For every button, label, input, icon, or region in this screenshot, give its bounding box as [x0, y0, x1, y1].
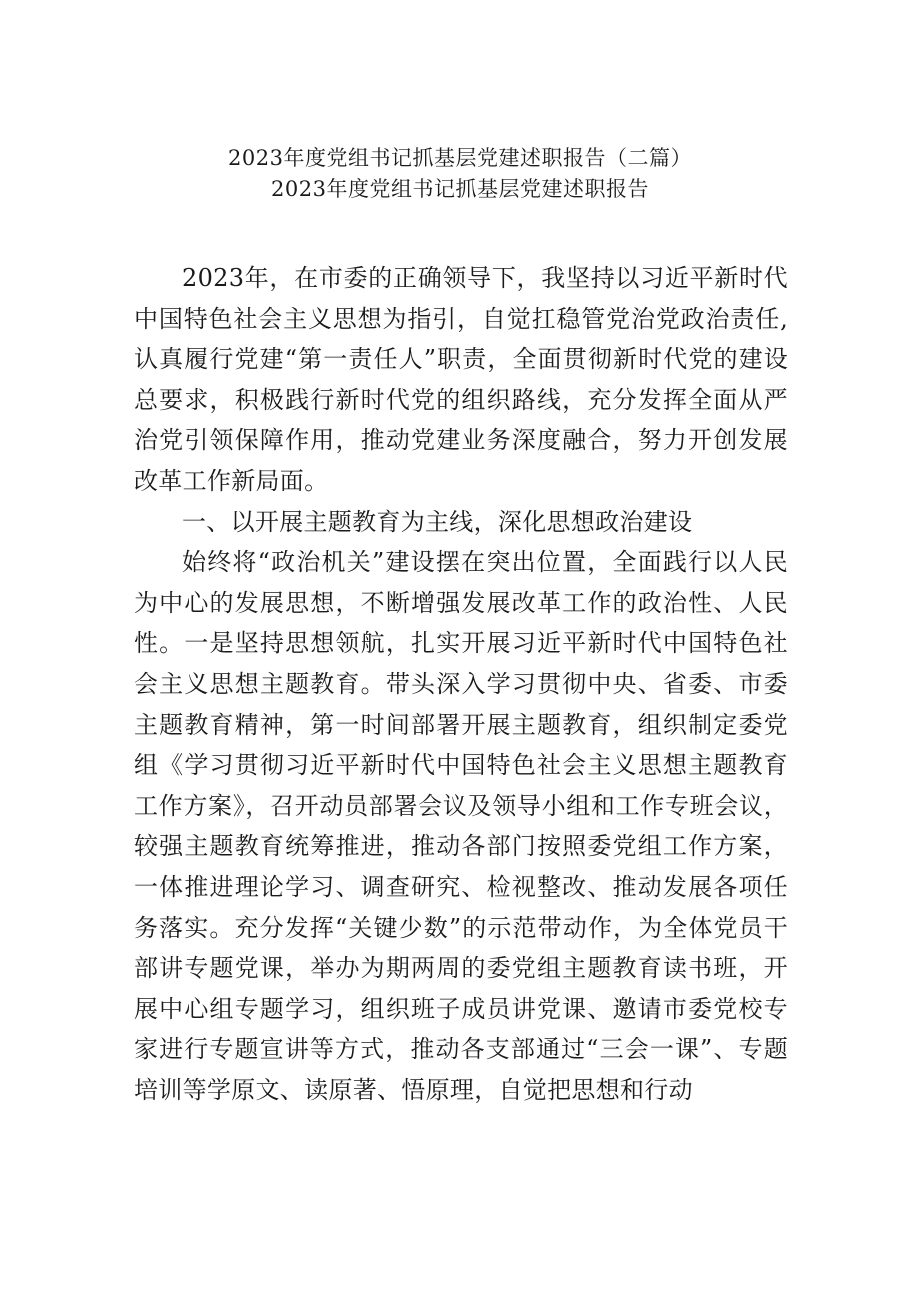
document-body — [134, 258, 788, 1110]
intro-paragraph: 2023年，在市委的正确领导下，我坚持以习近平新时代中国特色社会主义思想为指引，自觉扛稳管党治党政治责任,认真履行党建“第一责任人”职责，全面贯彻新时代党的建设总要求，积极践行新时代党的组织路线，充分发挥全面从严治党引领保障作用，推动党建业务深度融合，努力开创发展改革工作新局面。 — [134, 264, 788, 495]
document-title — [0, 143, 920, 205]
section-heading-1: 一、以开展主题教育为主线，深化思想政治建设 — [182, 507, 693, 536]
title-line-1: 2023年度党组书记抓基层党建述职报告（二篇） — [228, 146, 692, 170]
section-1-paragraph: 始终将“政治机关”建设摆在突出位置，全面践行以人民为中心的发展思想，不断增强发展改革工作的政治性、人民性。一是坚持思想领航，扎实开展习近平新时代中国特色社会主义思想主题教育。带头深入学习贯彻中央、省委、市委主题教育精神，第一时间部署开展主题教育，组织制定委党组《学习贯彻习近平新时代中国特色社会主义思想主题教育工作方案》，召开动员部署会议及领导小组和工作专班会议，较强主题教育统筹推进，推动各部门按照委党组工作方案，一体推进理论学习、调查研究、检视整改、推动发展各项任务落实。充分发挥“关键少数”的示范带动作，为全体党员干部讲专题党课，举办为期两周的委党组主题教育读书班，开展中心组专题学习，组织班子成员讲党课、邀请市委党校专家进行专题宣讲等方式，推动各支部通过“三会一课”、专题培训等学原文、读原著、悟原理，自觉把思想和行动 — [134, 548, 788, 1104]
title-line-2: 2023年度党组书记抓基层党建述职报告 — [271, 177, 649, 201]
